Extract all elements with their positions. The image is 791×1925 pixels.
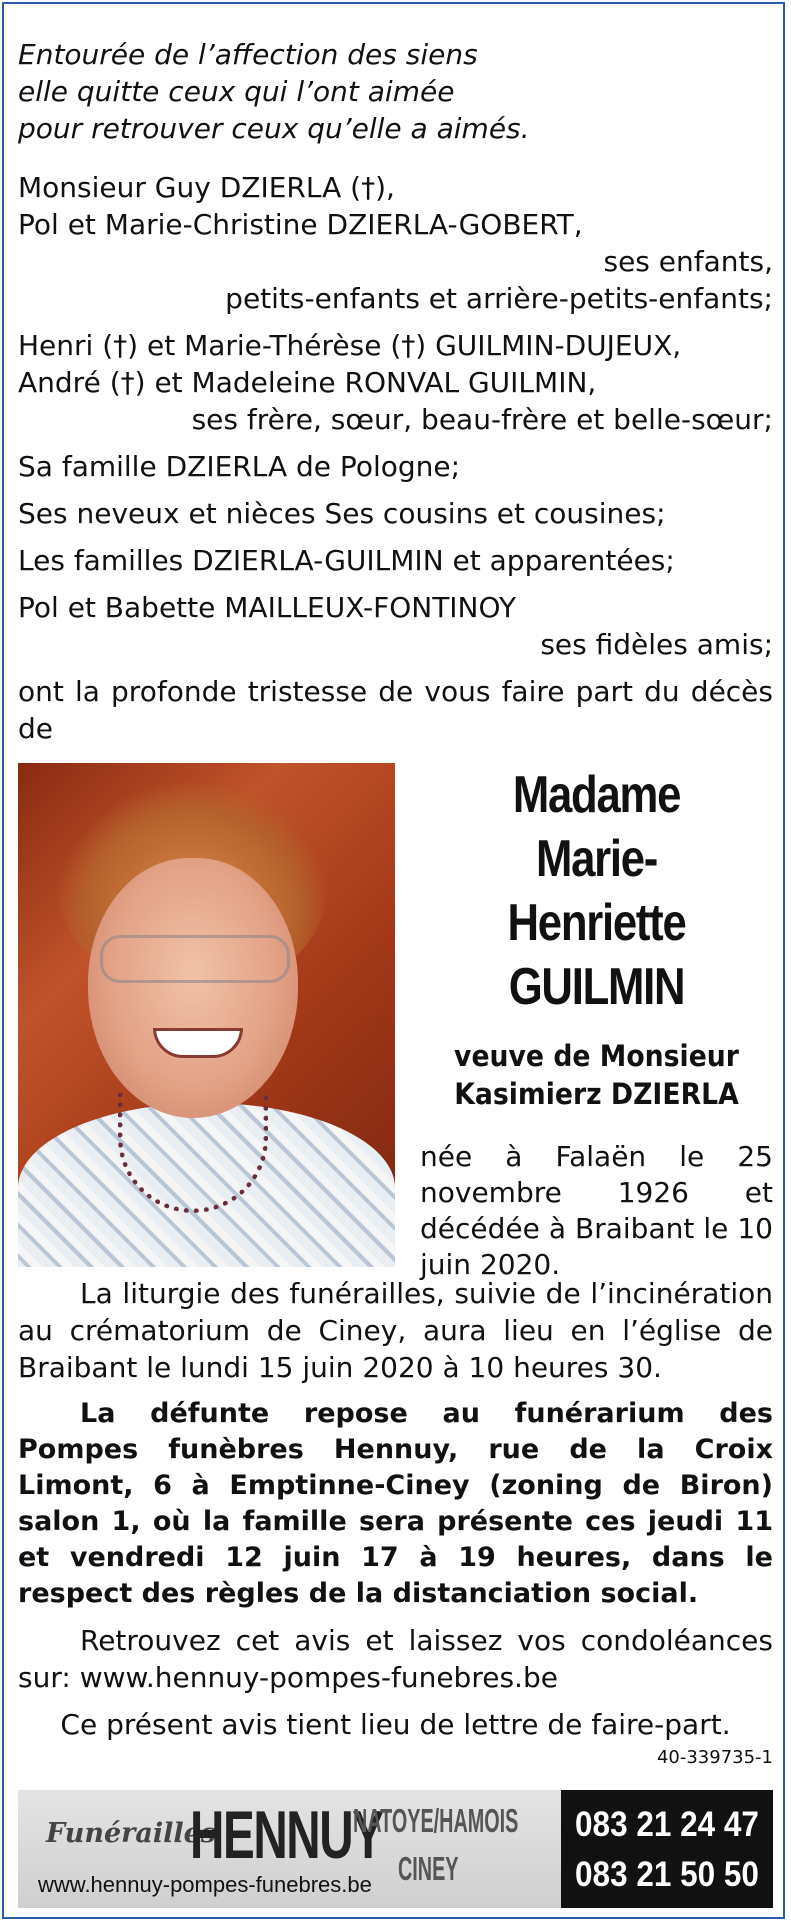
epigraph-line: pour retrouver ceux qu’elle a aimés.	[18, 112, 530, 145]
widow-of: veuve de Monsieur	[454, 1039, 739, 1073]
family-line: Pol et Babette MAILLEUX-FONTINOY	[18, 591, 517, 624]
location-natoye-hamois: NATOYE/HAMOIS	[353, 1802, 519, 1839]
location-ciney: CINEY	[398, 1850, 459, 1887]
funeral-home-banner	[18, 1790, 773, 1908]
deceased-photo	[18, 763, 395, 1267]
family-line: Les familles DZIERLA-GUILMIN et apparentées;	[18, 544, 675, 577]
family-line: Ses neveux et nièces Ses cousins et cousines;	[18, 497, 666, 530]
spouse-name: Kasimierz DZIERLA	[454, 1077, 739, 1111]
deceased-last-name: GUILMIN	[508, 958, 685, 1016]
family-line: Monsieur Guy DZIERLA (†),	[18, 171, 395, 204]
family-relation: ses fidèles amis;	[540, 628, 773, 661]
hennuy-logo: HENNUY	[190, 1797, 383, 1873]
phone-number: 083 21 50 50	[575, 1855, 759, 1894]
reference-number: 40-339735-1	[656, 1747, 773, 1768]
phone-box	[561, 1790, 773, 1908]
repose-paragraph: La défunte repose au funérarium des Pompes funèbres Hennuy, rue de la Croix Limont, 6 à Emptinne-Ciney (zoning de Biron) salon 1, où la famille sera présente ces jeudi 11 et vendredi 12 juin 17 à 19 heures, dans le respect des règles de la distanciation social.	[18, 1398, 773, 1609]
family-line: Pol et Marie-Christine DZIERLA-GOBERT,	[18, 208, 583, 241]
deceased-title: Madame	[512, 766, 681, 824]
phone-number: 083 21 24 47	[575, 1805, 759, 1844]
epigraph-line: Entourée de l’affection des siens	[18, 38, 478, 71]
deceased-first-name: Marie-Henriette	[507, 830, 686, 952]
birth-death-dates: née à Falaën le 25 novembre 1926 et décédée à Braibant le 10 juin 2020.	[420, 1140, 773, 1281]
deceased-section	[18, 763, 773, 1281]
notice-line: Ce présent avis tient lieu de lettre de faire-part.	[60, 1708, 731, 1741]
condolences-paragraph: Retrouvez cet avis et laissez vos condoléances sur: www.hennuy-pompes-funebres.be	[18, 1624, 773, 1694]
family-relation: ses enfants,	[603, 245, 773, 278]
funerailles-label: Funérailles	[46, 1818, 217, 1849]
funeral-details	[18, 1275, 773, 1769]
family-line: André (†) et Madeleine RONVAL GUILMIN,	[18, 366, 597, 399]
family-line: Sa famille DZIERLA de Pologne;	[18, 450, 461, 483]
announcement-line: ont la profonde tristesse de vous faire part du décès de	[18, 675, 773, 745]
website-url: www.hennuy-pompes-funebres.be	[38, 1872, 372, 1897]
deceased-details	[420, 763, 773, 1283]
family-relation: ses frère, sœur, beau-frère et belle-sœur;	[191, 403, 773, 436]
family-line: Henri (†) et Marie-Thérèse (†) GUILMIN-DUJEUX,	[18, 329, 682, 362]
family-relation: petits-enfants et arrière-petits-enfants;	[225, 282, 773, 315]
liturgy-paragraph: La liturgie des funérailles, suivie de l’incinération au crématorium de Ciney, aura lieu en l’église de Braibant le lundi 15 juin 2020 à 10 heures 30.	[18, 1277, 773, 1384]
epigraph-line: elle quitte ceux qui l’ont aimée	[18, 75, 455, 108]
obituary-content	[18, 36, 773, 1787]
